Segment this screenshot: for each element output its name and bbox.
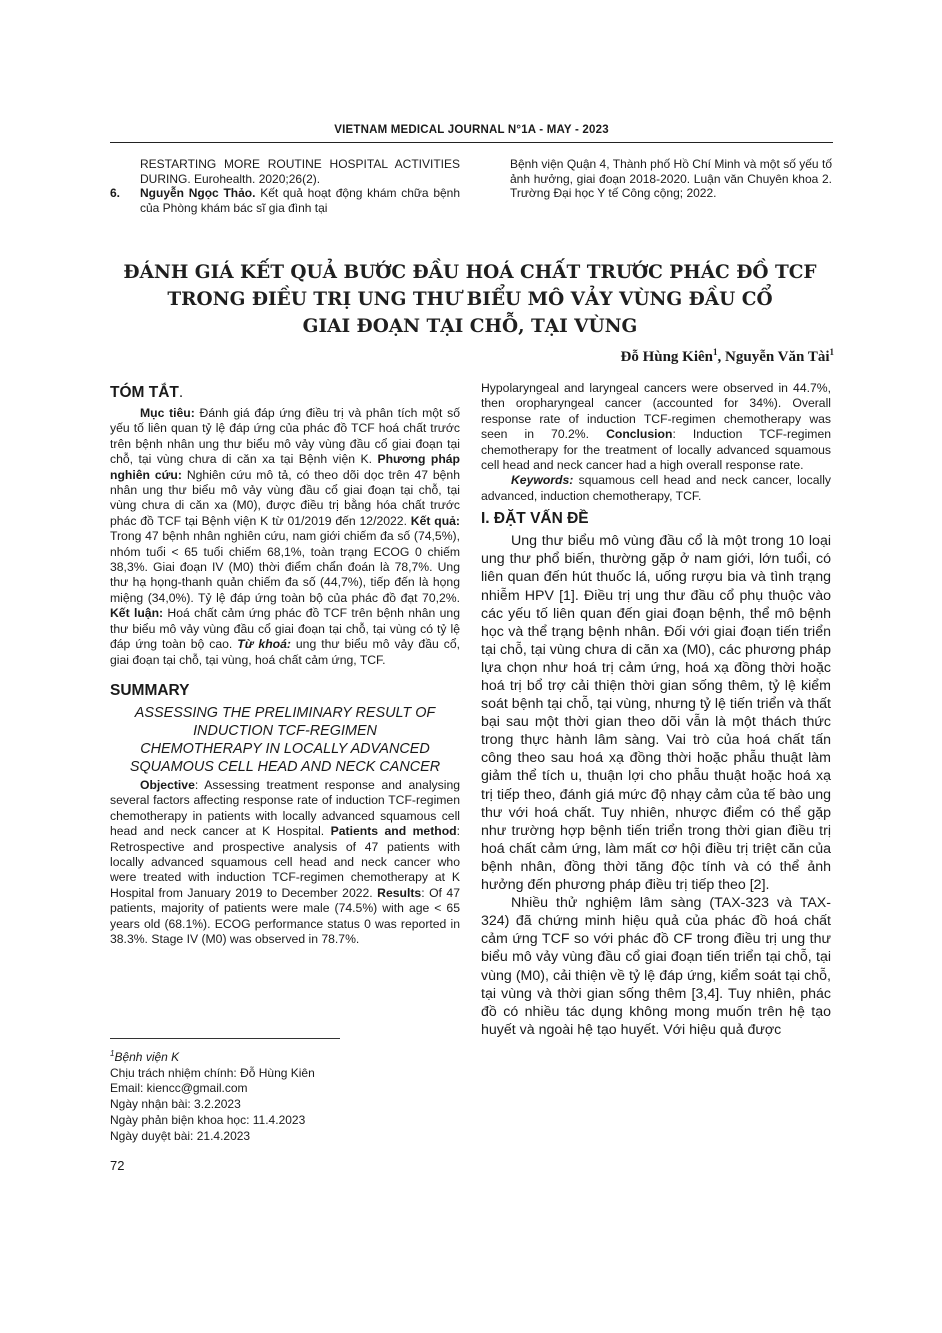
summary-results-label: Results xyxy=(377,885,422,900)
results-label: Kết quả: xyxy=(410,513,460,528)
reference-5-continuation: RESTARTING MORE ROUTINE HOSPITAL ACTIVITIES DURING. Eurohealth. 2020;26(2). xyxy=(140,157,460,186)
author-1-affiliation: 1 xyxy=(713,347,718,357)
title-line-2: TRONG ĐIỀU TRỊ UNG THƯ BIỂU MÔ VẢY VÙNG ĐẦU CỔ xyxy=(167,289,773,310)
section-1-paragraph-1: Ung thư biểu mô vùng đầu cổ là một trong 10 loại ung thư phổ biến, thường gặp ở nam giới, lớn tuổi, có liên quan đến hút thuốc lá, uống rượu bia và tình trạng nhiễm HPV [1]. Điều trị ung thư đầu cổ phụ thuộc vào các yếu tố liên quan đến giai đoạn bệnh, thể mô bệnh học và thể trạng bệnh nhân. Đối với giai đoạn tiến triển tại chỗ, tại vùng chưa di căn xa (M0), các phương pháp lựa chọn như hoá trị cảm ứng, hoá xạ đồng thời hoặc hoá trị bổ trợ cải thiện thời gian sống thêm, tỷ lệ kiểm soát bệnh tại chỗ, tại vùng, nhưng tỷ lệ tiến triển và thất bại sau một thời gian theo dõi vẫn là một thách thức trong thực hành lâm sàng. Vai trò của hoá chất tấn công theo sau hoá xạ đồng thời hoặc phẫu thuật làm giảm thể tích u, thuận lợi cho phẫu thuật hoặc hoá xạ trị tiếp theo, đánh giá mức độ nhạy cảm của tế bào ung thư với hoá chất. Tuy nhiên, nhược điểm có thể gặp như trường hợp bệnh tiến triển trong thời gian điều trị hoá chất cảm ứng, làm mất cơ hội điều trị triệt căn của bệnh nhân, đồng thời tăng độc tính và có thể ảnh hưởng đến phương pháp điều trị tiếp theo [2]. xyxy=(481,533,831,894)
reference-6 xyxy=(110,186,460,215)
right-column xyxy=(481,381,831,1039)
summary-heading: SUMMARY xyxy=(110,681,190,699)
summary-methods-label: Patients and method xyxy=(330,824,457,839)
reference-6-continuation: Bệnh viện Quận 4, Thành phố Hồ Chí Minh và một số yếu tố ảnh hưởng, giai đoạn 2018-2020. Luận văn Chuyên khoa 2. Trường Đại học Y tế Công cộng; 2022. xyxy=(510,157,832,201)
summary-conclusion-label: Conclusion xyxy=(606,427,673,442)
author-separator: , xyxy=(717,349,726,365)
summary-keywords: Keywords: squamous cell head and neck cancer, locally advanced, induction chemotherapy, TCF. xyxy=(481,473,831,503)
page-number: 72 xyxy=(110,1158,125,1173)
abstract-vi-heading: TÓM TẮT. xyxy=(110,384,184,401)
summary-text: Objective: Assessing treatment response and analysing several factors affecting response rate of induction TCF-regimen chemotherapy in patients with locally advanced squamous cell head and neck cancer at K Hospital. Patients and method: Retrospective and prospective analysis of 47 patients with locally advanced squamous cell head and neck cancer who were treated with induction TCF-regimen chemotherapy at K Hospital from January 2019 to December 2022. Results: Of 47 patients, majority of patients were male (74.5%) with age < 65 years old (68.1%). ECOG performance status 0 was reported in 38.3%. Stage IV (M0) was observed in 78.7%. xyxy=(110,777,460,946)
title-line-1: ĐÁNH GIÁ KẾT QUẢ BƯỚC ĐẦU HOÁ CHẤT TRƯỚC PHÁC ĐỒ TCF xyxy=(123,262,817,283)
references-left xyxy=(110,157,460,215)
left-column xyxy=(110,384,460,947)
author-2-affiliation: 1 xyxy=(829,347,834,357)
references-right xyxy=(510,157,832,201)
footnote-received: Ngày nhận bài: 3.2.2023 xyxy=(110,1097,241,1112)
author-2: Nguyễn Văn Tài xyxy=(725,349,830,365)
summary-keywords-label: Keywords: xyxy=(511,473,574,488)
methods-label: Phương pháp nghiên cứu: xyxy=(110,452,460,482)
journal-header: VIETNAM MEDICAL JOURNAL N°1A - MAY - 2023 xyxy=(334,124,609,136)
title-line-3: GIAI ĐOẠN TẠI CHỖ, TẠI VÙNG xyxy=(302,316,638,337)
footnotes xyxy=(110,1046,460,1144)
footnote-rule xyxy=(110,1038,340,1039)
footnote-affiliation: $^1$Bệnh viện K xyxy=(110,1049,180,1064)
footnote-accepted: Ngày duyệt bài: 21.4.2023 xyxy=(110,1128,251,1143)
reference-6-number: 6. xyxy=(110,186,121,201)
header-rule xyxy=(110,142,833,143)
section-1-paragraph-2: Nhiều thử nghiệm lâm sàng (TAX-323 và TAX-324) đã chứng minh hiệu quả của phác đồ hoá chất cảm ứng TCF so với phác đồ CF trong điều trị ung thư biểu mô vảy vùng đầu cổ giai đoạn tiến triển tại chỗ, tại vùng (M0), cải thiện về tỷ lệ đáp ứng, kiểm soát tại chỗ, tại vùng và thời gian sống thêm [3,4]. Tuy nhiên, phác đồ có nhiều tác dụng không mong muốn trên hệ tạo huyết và ngoài hệ tạo huyết. Với hiệu quả được xyxy=(481,895,831,1038)
reference-6-left-text: Kết quả hoạt động khám chữa bệnh của Phòng khám bác sĩ gia đình tại xyxy=(140,186,461,215)
authors xyxy=(620,347,834,366)
abstract-vi-text: Mục tiêu: Đánh giá đáp ứng điều trị và phân tích một số yếu tố liên quan tỷ lệ đáp ứng của phác đồ TCF hoá chất trước trên bệnh nhân ung thư biểu mô vảy vùng đầu cổ giai đoạn tại chỗ, tại vùng chưa di căn xa tại Bệnh viện K. Phương pháp nghiên cứu: Nghiên cứu mô tả, có theo dõi dọc trên 47 bệnh nhân ung thư biểu mô vảy vùng đầu cổ giai đoạn tại chỗ, tại vùng chưa di căn xa (M0), được điều trị bằng hóa chất trước phác đồ TCF tại Bệnh viện K từ 01/2019 đến 12/2022. Kết quả: Trong 47 bệnh nhân nghiên cứu, nam giới chiếm đa số (74,5%), nhóm tuổi < 65 tuổi chiếm 68,1%, toàn trạng ECOG 0 chiếm 38,3%. Giai đoạn IV (M0) thời điểm chẩn đoán là 78,7%. Ung thư hạ họng-thanh quản chiếm đa số (44,7%), tiếp đến là họng miệng (34,0%). Tỷ lệ đáp ứng toàn bộ của phác đồ đạt 70,2%. Kết luận: Hoá chất cảm ứng phác đồ TCF trên bệnh nhân ung thư biểu mô vảy vùng đầu cổ giai đoạn tại chỗ, tại vùng có tỷ lệ đáp ứng toàn bộ cao. Từ khoá: ung thư biểu mô vảy đầu cổ, giai đoạn tại chỗ, tại vùng, hoá chất cảm ứng, TCF. xyxy=(110,406,460,667)
footnote-corresponding: Chịu trách nhiệm chính: Đỗ Hùng Kiên xyxy=(110,1065,315,1080)
keywords-label: Từ khoá: xyxy=(237,637,291,652)
reference-6-text xyxy=(140,186,460,215)
footnote-reviewed: Ngày phản biện khoa học: 11.4.2023 xyxy=(110,1112,306,1127)
objective-label: Mục tiêu: xyxy=(140,406,195,420)
reference-6-author: Nguyễn Ngọc Thảo. xyxy=(140,186,256,201)
footnote-email: Email: kiencc@gmail.com xyxy=(110,1081,248,1096)
conclusion-label: Kết luận: xyxy=(110,606,164,621)
article-title xyxy=(120,259,820,340)
section-1-heading: I. ĐẶT VẤN ĐỀ xyxy=(481,510,589,528)
summary-title: ASSESSING THE PRELIMINARY RESULT OF INDUCTION TCF-REGIMEN CHEMOTHERAPY IN LOCALLY ADVANCED SQUAMOUS CELL HEAD AND NECK CANCER xyxy=(129,704,441,775)
summary-continuation: Hypolaryngeal and laryngeal cancers were observed in 44.7%, then oropharyngeal cancer (accounted for 34%). Overall response rate of induction TCF-regimen chemotherapy was seen in 70.2%. Conclusion: Induction TCF-regimen chemotherapy for the treatment of locally advanced squamous cell head and neck cancer had a high overall response rate. xyxy=(481,381,831,473)
author-1: Đỗ Hùng Kiên xyxy=(620,349,714,365)
summary-objective-label: Objective xyxy=(140,777,195,792)
